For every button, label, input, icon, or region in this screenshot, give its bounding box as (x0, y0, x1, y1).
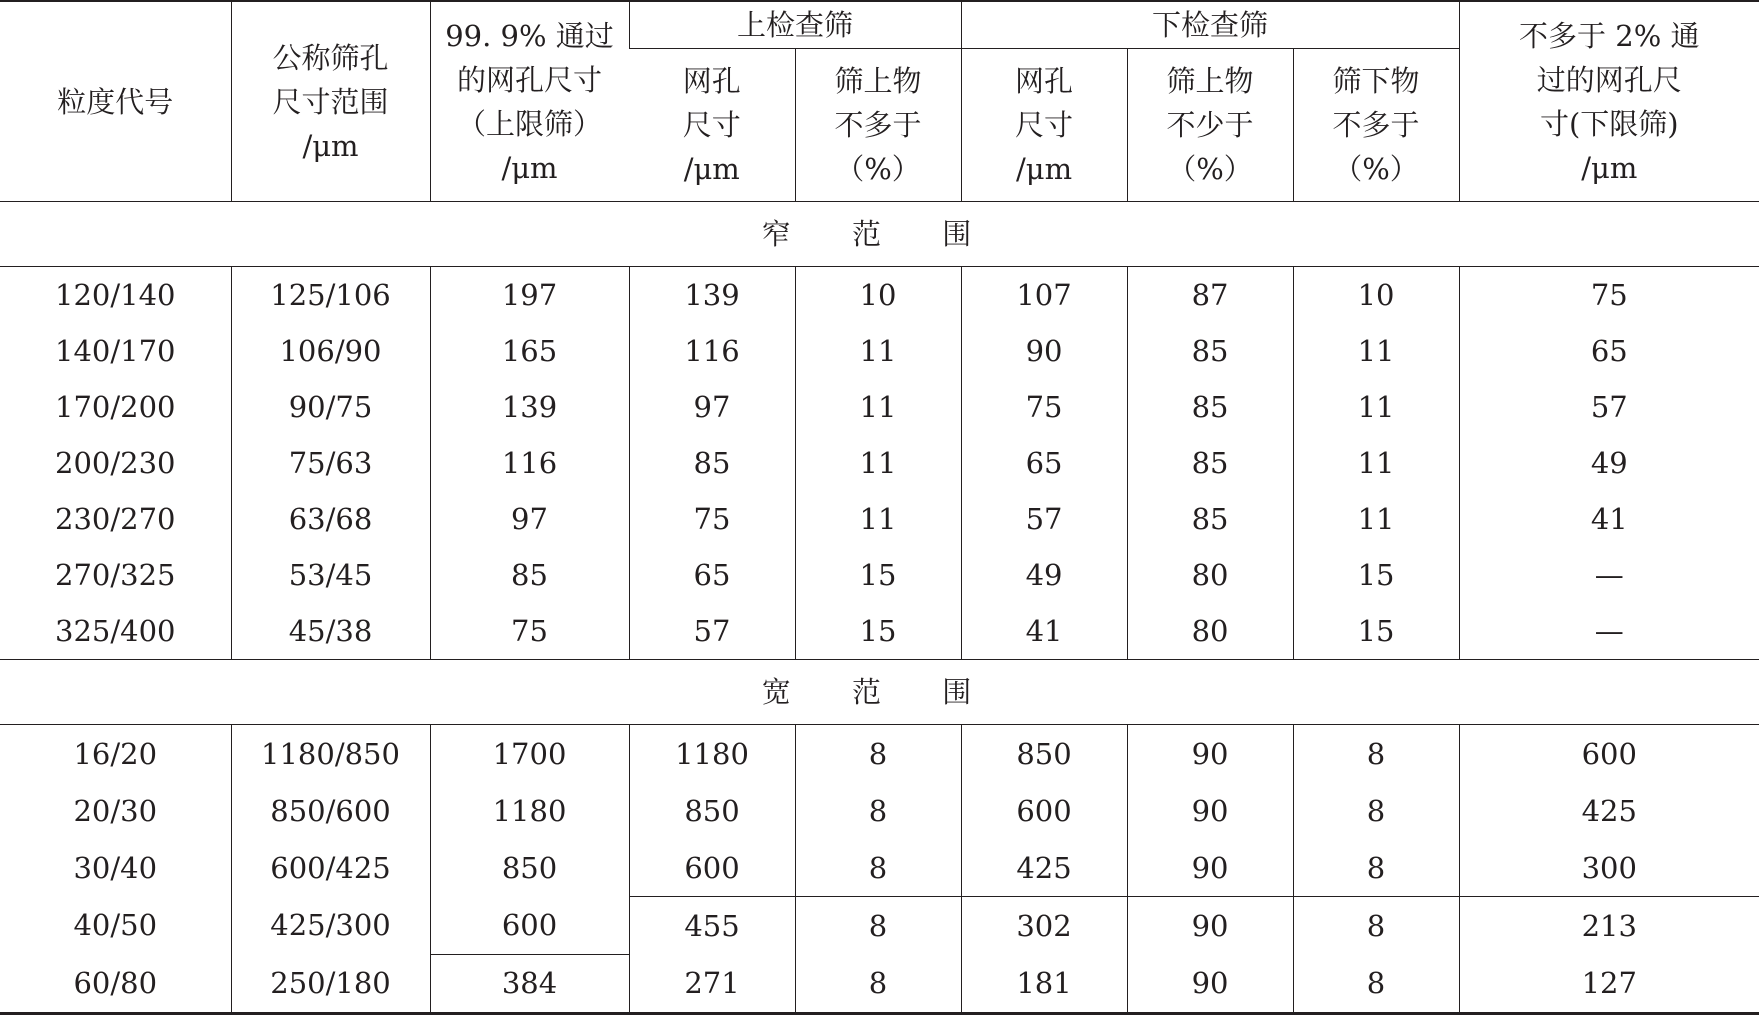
cell: 10 (795, 267, 961, 324)
cell: 120/140 (55, 278, 176, 312)
cell: 200/230 (55, 446, 176, 480)
cell: 8 (795, 782, 961, 839)
cell: 107 (961, 267, 1127, 324)
header-upper-limit-line-1: 99. 9% 通过 (445, 18, 614, 53)
cell: 80 (1127, 547, 1293, 603)
cell: 90 (1127, 839, 1293, 897)
cell: 90 (1127, 782, 1293, 839)
cell: 600 (430, 897, 629, 955)
header-nominal-unit: /μm (302, 128, 359, 163)
cell: 8 (1293, 782, 1459, 839)
cell: 90 (961, 323, 1127, 379)
cell: 8 (1293, 839, 1459, 897)
cell: 20/30 (73, 793, 158, 828)
cell: 65 (629, 547, 795, 603)
header-lower-limit (1459, 1, 1759, 202)
header-lower-mesh-line-2: 尺寸 (1015, 108, 1074, 142)
cell: 30/40 (73, 850, 158, 885)
cell: 8 (795, 725, 961, 783)
table-row (0, 435, 1759, 491)
cell: 11 (1293, 491, 1459, 547)
header-upper-limit-line-2: 的网孔尺寸 (456, 62, 602, 97)
cell: 600/425 (231, 839, 430, 897)
header-lower-mesh-line-1: 网孔 (1015, 64, 1074, 98)
cell: 384 (430, 954, 629, 1013)
cell: 213 (1459, 897, 1759, 955)
header-upper-limit-line-3: （上限筛） (456, 106, 602, 141)
cell: 90 (1127, 954, 1293, 1013)
header-lower-limit-line-3: 寸(下限筛) (1539, 106, 1679, 141)
cell: — (1459, 547, 1759, 603)
cell: 270/325 (55, 558, 176, 592)
section-title-narrow: 窄 范 围 (0, 202, 1759, 267)
cell: 97 (629, 379, 795, 435)
cell: 170/200 (55, 390, 176, 424)
header-lower-limit-unit: /μm (1581, 150, 1638, 185)
cell: 11 (795, 491, 961, 547)
cell: 425 (1459, 782, 1759, 839)
cell: 57 (1459, 379, 1759, 435)
header-group-lower-check (961, 1, 1459, 49)
cell: 65 (961, 435, 1127, 491)
cell: 127 (1459, 954, 1759, 1013)
cell: 75 (961, 379, 1127, 435)
header-upper-limit (430, 1, 629, 202)
header-grain-code (0, 1, 231, 202)
cell: 75/63 (231, 435, 430, 491)
cell: 45/38 (231, 603, 430, 660)
cell: 850/600 (231, 782, 430, 839)
cell: 85 (430, 547, 629, 603)
cell: 600 (961, 782, 1127, 839)
cell: 325/400 (0, 603, 231, 660)
header-upper-limit-unit: /μm (501, 150, 558, 185)
cell: 106/90 (231, 323, 430, 379)
header-lower-oversize (1127, 49, 1293, 202)
cell: 11 (795, 435, 961, 491)
cell: 116 (629, 323, 795, 379)
cell: 302 (961, 897, 1127, 955)
cell: 250/180 (231, 954, 430, 1013)
header-lower-oversize-line-2: 不少于 (1166, 108, 1254, 142)
cell: 8 (1293, 897, 1459, 955)
cell: 8 (795, 897, 961, 955)
cell: 90 (1127, 725, 1293, 783)
header-lower-undersize (1293, 49, 1459, 202)
table-row (0, 603, 1759, 660)
cell: 75 (430, 603, 629, 660)
header-upper-mesh-unit: /μm (683, 152, 740, 186)
header-lower-mesh (961, 49, 1127, 202)
cell: 140/170 (55, 334, 176, 368)
header-upper-mesh-line-2: 尺寸 (682, 108, 741, 142)
cell: 63/68 (231, 491, 430, 547)
cell: 425 (961, 839, 1127, 897)
header-upper-oversize (795, 49, 961, 202)
cell: 139 (629, 267, 795, 324)
cell: 11 (795, 323, 961, 379)
cell: 1180/850 (231, 725, 430, 783)
section-title-wide: 宽 范 围 (0, 660, 1759, 725)
cell: 60/80 (0, 954, 231, 1013)
header-group-upper-label: 上检查筛 (737, 8, 854, 42)
cell: 165 (430, 323, 629, 379)
cell: 300 (1459, 839, 1759, 897)
cell: 850 (961, 725, 1127, 783)
cell: 85 (1127, 379, 1293, 435)
cell: 75 (1459, 267, 1759, 324)
section-row-wide (0, 660, 1759, 725)
cell: 87 (1127, 267, 1293, 324)
table-row (0, 954, 1759, 1013)
cell: 85 (1127, 435, 1293, 491)
table-row (0, 267, 1759, 324)
cell: 11 (1293, 323, 1459, 379)
header-lower-oversize-unit: （%） (1167, 152, 1253, 186)
cell: 85 (1127, 491, 1293, 547)
cell: 53/45 (231, 547, 430, 603)
header-upper-mesh (629, 49, 795, 202)
cell: 1180 (629, 725, 795, 783)
table-row (0, 323, 1759, 379)
cell: 11 (795, 379, 961, 435)
cell: 8 (795, 954, 961, 1013)
cell: 116 (430, 435, 629, 491)
table-row (0, 839, 1759, 897)
header-lower-limit-line-1: 不多于 2% 通 (1519, 18, 1700, 53)
header-upper-oversize-unit: （%） (835, 152, 921, 186)
header-lower-mesh-unit: /μm (1015, 152, 1073, 186)
cell: 90/75 (231, 379, 430, 435)
table-row (0, 725, 1759, 783)
cell: 139 (430, 379, 629, 435)
header-lower-limit-line-2: 过的网孔尺 (1536, 62, 1682, 97)
cell: 8 (795, 839, 961, 897)
table-row (0, 897, 1759, 955)
cell: 425/300 (231, 897, 430, 955)
cell: 600 (629, 839, 795, 897)
cell: 455 (629, 897, 795, 955)
header-upper-oversize-line-2: 不多于 (834, 108, 922, 142)
header-lower-oversize-line-1: 筛上物 (1166, 64, 1254, 98)
cell: 57 (961, 491, 1127, 547)
cell: 75 (629, 491, 795, 547)
header-grain-code-label: 粒度代号 (57, 84, 174, 119)
cell: 16/20 (73, 736, 158, 771)
cell: 181 (961, 954, 1127, 1013)
table-row (0, 782, 1759, 839)
cell: 65 (1459, 323, 1759, 379)
cell: 85 (629, 435, 795, 491)
cell: 49 (1459, 435, 1759, 491)
cell: 41 (1459, 491, 1759, 547)
header-nominal-range (231, 1, 430, 202)
cell: 1180 (430, 782, 629, 839)
cell: 15 (1293, 603, 1459, 660)
header-lower-undersize-line-2: 不多于 (1332, 108, 1420, 142)
header-nominal-line-2: 尺寸范围 (272, 84, 389, 119)
header-lower-undersize-line-1: 筛下物 (1332, 64, 1420, 98)
cell: 40/50 (73, 908, 158, 943)
table-body (0, 202, 1759, 1014)
cell: 15 (795, 603, 961, 660)
cell: — (1459, 603, 1759, 660)
cell: 8 (1293, 725, 1459, 783)
table-row (0, 491, 1759, 547)
cell: 850 (629, 782, 795, 839)
cell: 41 (961, 603, 1127, 660)
cell: 8 (1293, 954, 1459, 1013)
header-nominal-line-1: 公称筛孔 (272, 40, 389, 75)
cell: 10 (1293, 267, 1459, 324)
cell: 80 (1127, 603, 1293, 660)
cell: 600 (1459, 725, 1759, 783)
table-row (0, 379, 1759, 435)
cell: 90 (1127, 897, 1293, 955)
header-upper-mesh-line-1: 网孔 (682, 64, 741, 98)
cell: 49 (961, 547, 1127, 603)
cell: 97 (430, 491, 629, 547)
cell: 125/106 (231, 267, 430, 324)
cell: 11 (1293, 435, 1459, 491)
cell: 197 (430, 267, 629, 324)
cell: 1700 (430, 725, 629, 783)
cell: 15 (1293, 547, 1459, 603)
cell: 11 (1293, 379, 1459, 435)
cell: 230/270 (55, 502, 176, 536)
header-group-lower-label: 下检查筛 (1152, 8, 1269, 42)
cell: 57 (629, 603, 795, 660)
section-row-narrow (0, 202, 1759, 267)
header-upper-oversize-line-1: 筛上物 (834, 64, 922, 98)
table-row (0, 547, 1759, 603)
cell: 85 (1127, 323, 1293, 379)
cell: 15 (795, 547, 961, 603)
header-group-upper-check (629, 1, 961, 49)
header-lower-undersize-unit: （%） (1333, 152, 1419, 186)
cell: 850 (430, 839, 629, 897)
cell: 271 (629, 954, 795, 1013)
